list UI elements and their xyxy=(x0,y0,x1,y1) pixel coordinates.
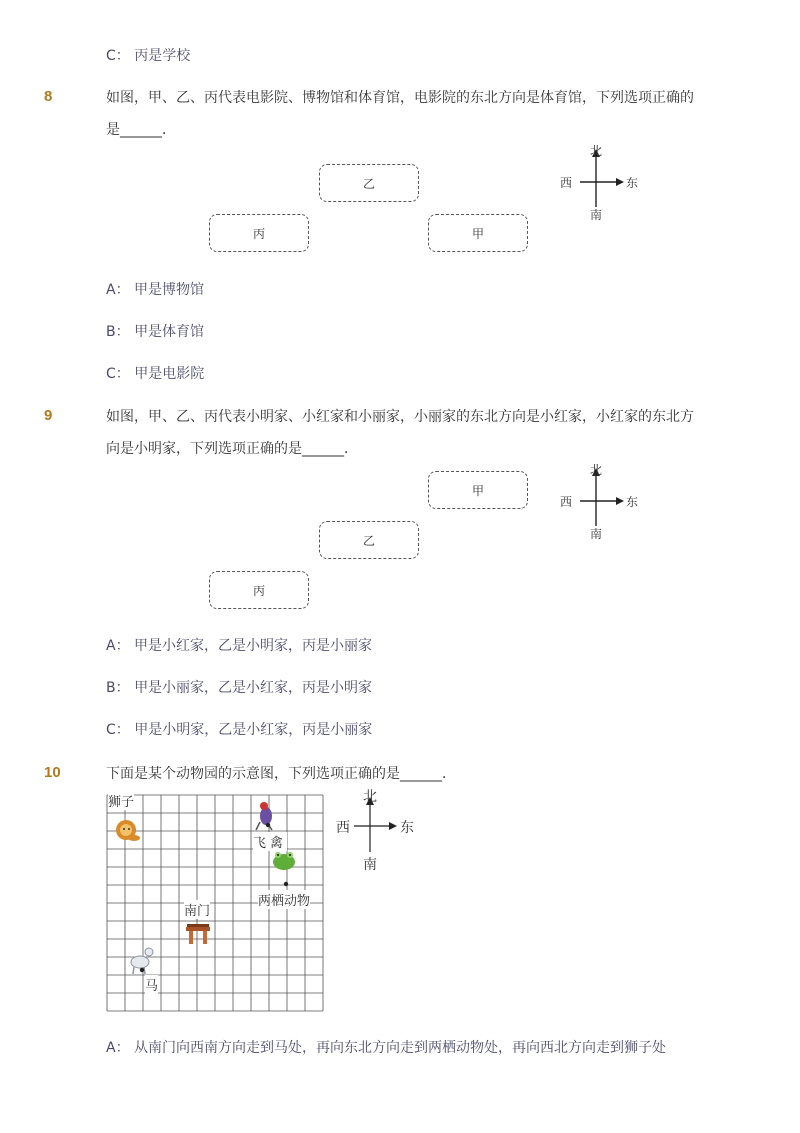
frog-icon xyxy=(273,852,295,870)
south-gate-label: 南门 xyxy=(184,900,210,919)
option-label: A： xyxy=(106,638,130,654)
option-label: B： xyxy=(106,680,130,696)
lion-icon xyxy=(116,820,140,841)
compass-north: 北 xyxy=(590,463,603,477)
option-label: A： xyxy=(106,282,130,298)
question-8-text-line2: 是______． xyxy=(106,122,176,138)
compass-west: 西 xyxy=(560,176,573,190)
question-8-text-line1: 如图，甲、乙、丙代表电影院、博物馆和体育馆，电影院的东北方向是体育馆，下列选项正确的 xyxy=(106,90,694,106)
compass-west: 西 xyxy=(336,820,350,836)
q8-option-a[interactable] xyxy=(106,280,204,300)
question-9-text-line2: 向是小明家，下列选项正确的是______． xyxy=(106,441,358,457)
q9-option-b[interactable] xyxy=(106,678,372,698)
question-10-text-line1: 下面是某个动物园的示意图，下列选项正确的是______． xyxy=(106,766,456,782)
q8-box-left: 丙 xyxy=(209,214,309,252)
zoo-map xyxy=(100,786,340,1016)
option-label: A： xyxy=(106,1040,130,1056)
option-text: 甲是小红家，乙是小明家，丙是小丽家 xyxy=(134,638,373,654)
option-text: 甲是小明家，乙是小红家，丙是小丽家 xyxy=(134,722,373,738)
option-label: C： xyxy=(106,722,130,738)
q8-box-right: 甲 xyxy=(428,214,528,252)
q8-box-top: 乙 xyxy=(319,164,419,202)
q9-option-c[interactable] xyxy=(106,720,372,740)
south-gate-icon xyxy=(186,924,210,944)
option-label: C： xyxy=(106,48,130,64)
compass-east: 东 xyxy=(626,495,639,509)
compass-north: 北 xyxy=(363,789,377,805)
compass-south: 南 xyxy=(363,857,377,873)
question-number-9: 9 xyxy=(44,407,53,424)
question-9-text-line1: 如图，甲、乙、丙代表小明家、小红家和小丽家，小丽家的东北方向是小红家，小红家的东北方 xyxy=(106,409,694,425)
lion-label: 狮子 xyxy=(108,791,134,810)
prev-option-c xyxy=(106,46,190,66)
horse-label: 马 xyxy=(145,975,158,994)
q10-option-a[interactable] xyxy=(106,1038,666,1058)
option-text: 甲是博物馆 xyxy=(134,282,205,298)
q9-box-middle: 乙 xyxy=(319,521,419,559)
q8-option-c[interactable] xyxy=(106,364,204,384)
option-text: 丙是学校 xyxy=(134,48,191,64)
amphibians-label: 两栖动物 xyxy=(258,890,310,909)
option-text: 甲是电影院 xyxy=(134,366,205,382)
q9-option-a[interactable] xyxy=(106,636,372,656)
question-number-8: 8 xyxy=(44,88,53,105)
compass-east: 东 xyxy=(626,176,639,190)
question-number-10: 10 xyxy=(44,764,61,781)
option-label: C： xyxy=(106,366,130,382)
birds-label: 飞禽 xyxy=(253,832,287,851)
q8-option-b[interactable] xyxy=(106,322,204,342)
compass-q8 xyxy=(556,144,640,222)
compass-south: 南 xyxy=(590,208,603,222)
q9-box-bottom: 丙 xyxy=(209,571,309,609)
compass-q9 xyxy=(556,463,640,541)
compass-east: 东 xyxy=(400,820,414,836)
compass-west: 西 xyxy=(560,495,573,509)
option-text: 甲是小丽家，乙是小红家，丙是小明家 xyxy=(134,680,373,696)
option-label: B： xyxy=(106,324,130,340)
option-text: 甲是体育馆 xyxy=(134,324,205,340)
option-text: 从南门向西南方向走到马处，再向东北方向走到两栖动物处，再向西北方向走到狮子处 xyxy=(134,1040,667,1056)
q9-box-top: 甲 xyxy=(428,471,528,509)
compass-q10 xyxy=(334,786,424,872)
compass-south: 南 xyxy=(590,527,603,541)
compass-north: 北 xyxy=(590,144,603,158)
